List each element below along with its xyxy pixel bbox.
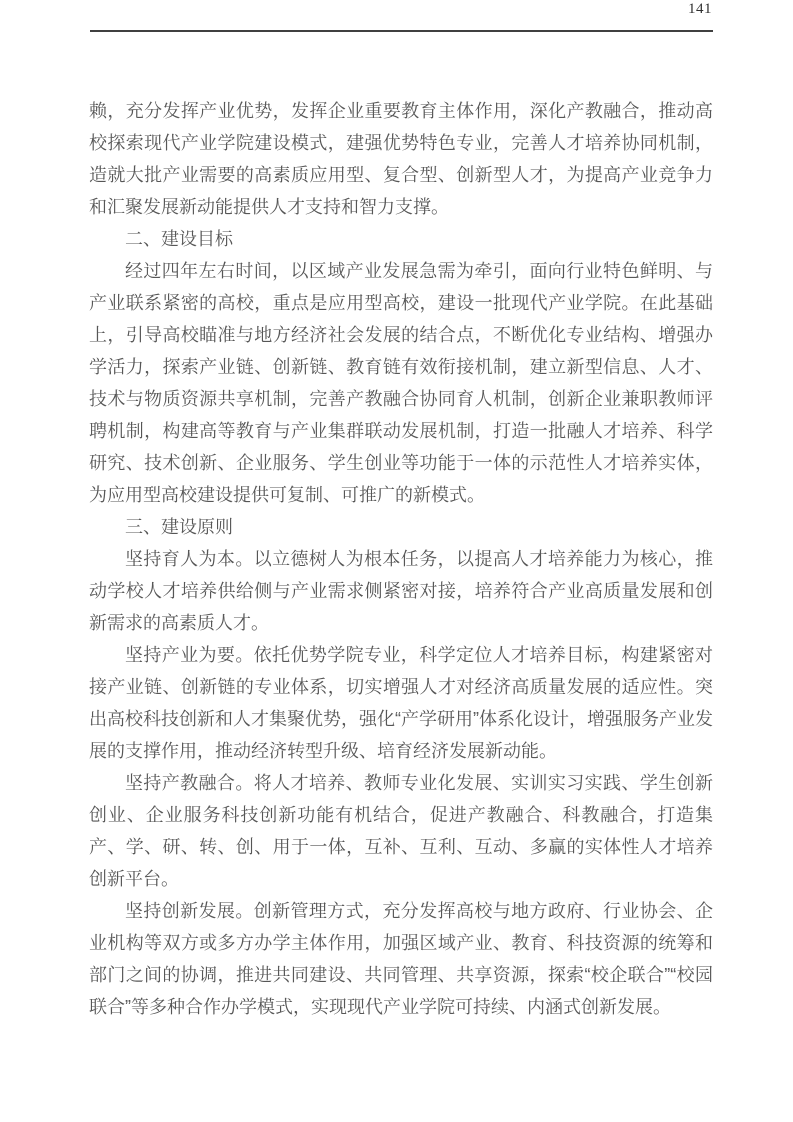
header-rule-divider	[90, 30, 713, 32]
document-body	[89, 95, 713, 1023]
page-number: 141	[688, 1, 712, 17]
section-heading-construction-goals: 二、建设目标	[125, 229, 233, 249]
body-paragraph-goals: 经过四年左右时间，以区域产业发展急需为牵引，面向行业特色鲜明、与产业联系紧密的高校，重点是应用型高校，建设一批现代产业学院。在此基础上，引导高校瞄准与地方经济社会发展的结合点，不断优化专业结构、增强办学活力，探索产业链、创新链、教育链有效衔接机制，建立新型信息、人才、技术与物质资源共享机制，完善产教融合协同育人机制，创新企业兼职教师评聘机制，构建高等教育与产业集群联动发展机制，打造一批融人才培养、科学研究、技术创新、企业服务、学生创业等功能于一体的示范性人才培养实体，为应用型高校建设提供可复制、可推广的新模式。	[89, 261, 713, 505]
body-paragraph-principle-education: 坚持育人为本。以立德树人为根本任务，以提高人才培养能力为核心，推动学校人才培养供给侧与产业需求侧紧密对接，培养符合产业高质量发展和创新需求的高素质人才。	[89, 549, 713, 633]
body-paragraph-principle-industry: 坚持产业为要。依托优势学院专业，科学定位人才培养目标，构建紧密对接产业链、创新链的专业体系，切实增强人才对经济高质量发展的适应性。突出高校科技创新和人才集聚优势，强化“产学研用”体系化设计，增强服务产业发展的支撑作用，推动经济转型升级、培育经济发展新动能。	[89, 645, 713, 761]
body-paragraph-principle-integration: 坚持产教融合。将人才培养、教师专业化发展、实训实习实践、学生创新创业、企业服务科技创新功能有机结合，促进产教融合、科教融合，打造集产、学、研、转、创、用于一体，互补、互利、互动、多赢的实体性人才培养创新平台。	[89, 773, 713, 889]
section-heading-construction-principles: 三、建设原则	[125, 517, 233, 537]
body-paragraph-principle-innovation: 坚持创新发展。创新管理方式，充分发挥高校与地方政府、行业协会、企业机构等双方或多方办学主体作用，加强区域产业、教育、科技资源的统筹和部门之间的协调，推进共同建设、共同管理、共享资源，探索“校企联合”“校园联合”等多种合作办学模式，实现现代产业学院可持续、内涵式创新发展。	[89, 901, 713, 1017]
body-paragraph-continuation: 赖，充分发挥产业优势，发挥企业重要教育主体作用，深化产教融合，推动高校探索现代产业学院建设模式，建强优势特色专业，完善人才培养协同机制，造就大批产业需要的高素质应用型、复合型、创新型人才，为提高产业竞争力和汇聚发展新动能提供人才支持和智力支撑。	[89, 101, 713, 217]
